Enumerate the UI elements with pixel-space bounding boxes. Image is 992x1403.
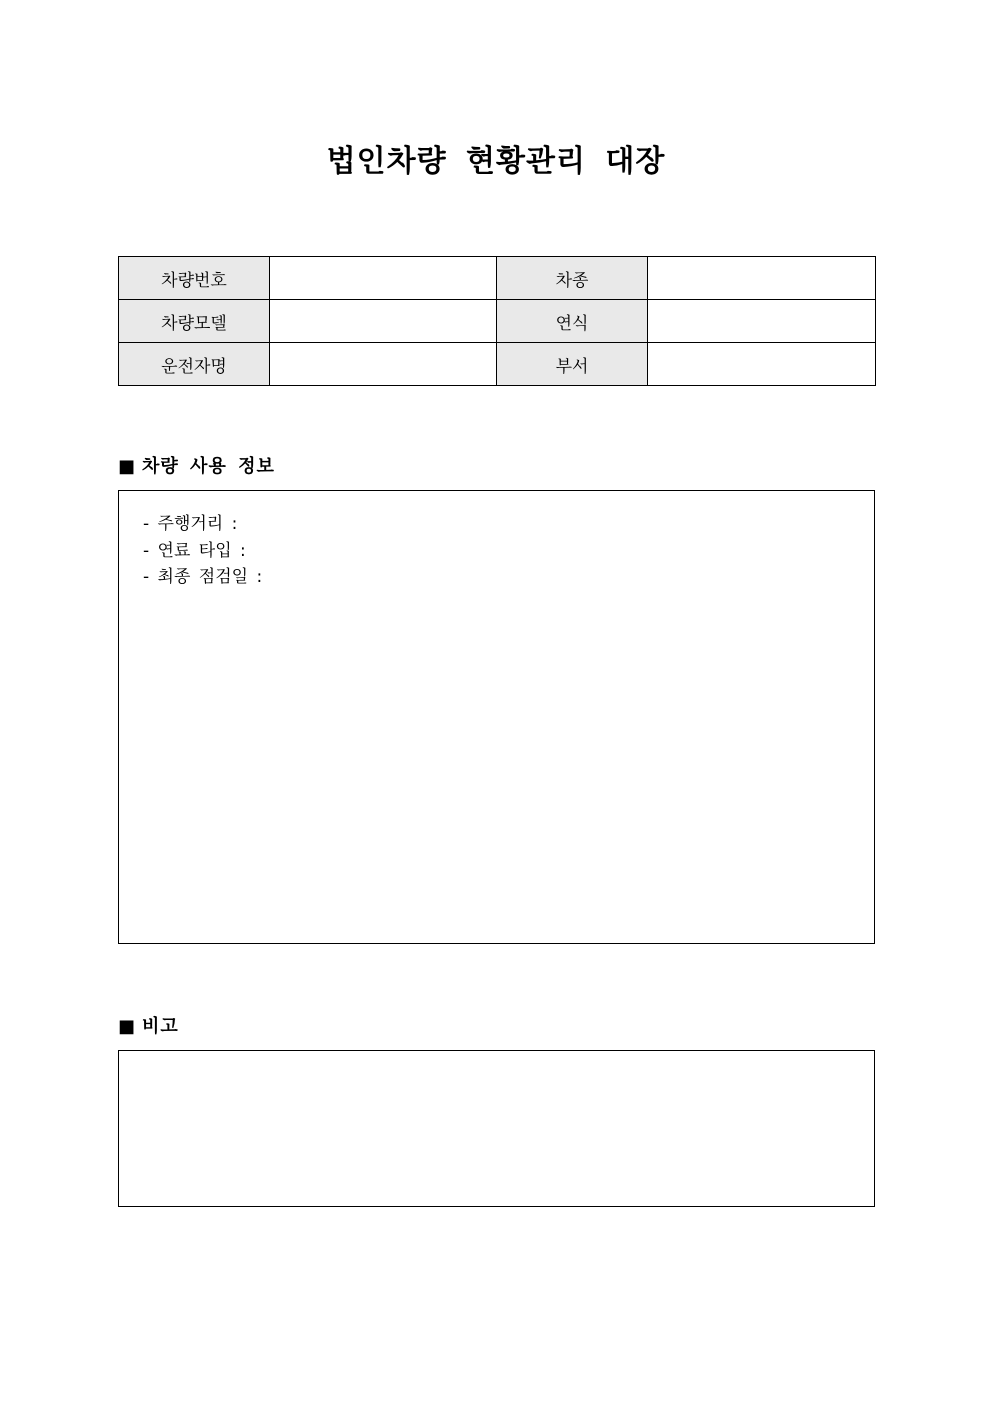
list-item-mileage: - 주행거리 : xyxy=(143,514,238,534)
square-bullet-icon: ■ xyxy=(118,456,137,477)
list-item-last-inspection: - 최종 점검일 : xyxy=(143,567,263,587)
usage-info-list xyxy=(119,491,874,591)
usage-section-heading xyxy=(118,452,275,478)
usage-section-title: 차량 사용 정보 xyxy=(142,456,275,477)
department-field[interactable] xyxy=(648,343,876,386)
remarks-box[interactable] xyxy=(118,1050,875,1207)
driver-name-field[interactable] xyxy=(270,343,497,386)
table-row xyxy=(119,343,876,386)
label-driver-name: 운전자명 xyxy=(119,343,270,386)
label-vehicle-type: 차종 xyxy=(497,257,648,300)
square-bullet-icon: ■ xyxy=(118,1016,137,1037)
vehicle-info-table xyxy=(118,256,876,386)
model-year-field[interactable] xyxy=(648,300,876,343)
usage-info-box[interactable] xyxy=(118,490,875,944)
remarks-section-title: 비고 xyxy=(142,1016,179,1037)
remarks-section-heading xyxy=(118,1012,179,1038)
vehicle-type-field[interactable] xyxy=(648,257,876,300)
table-row xyxy=(119,257,876,300)
page-title: 법인차량 현황관리 대장 xyxy=(326,144,666,179)
label-vehicle-model: 차량모델 xyxy=(119,300,270,343)
table-row xyxy=(119,300,876,343)
label-model-year: 연식 xyxy=(497,300,648,343)
label-department: 부서 xyxy=(497,343,648,386)
list-item-fuel-type: - 연료 타입 : xyxy=(143,540,246,561)
vehicle-model-field[interactable] xyxy=(270,300,497,343)
label-vehicle-number: 차량번호 xyxy=(119,257,270,300)
vehicle-number-field[interactable] xyxy=(270,257,497,300)
